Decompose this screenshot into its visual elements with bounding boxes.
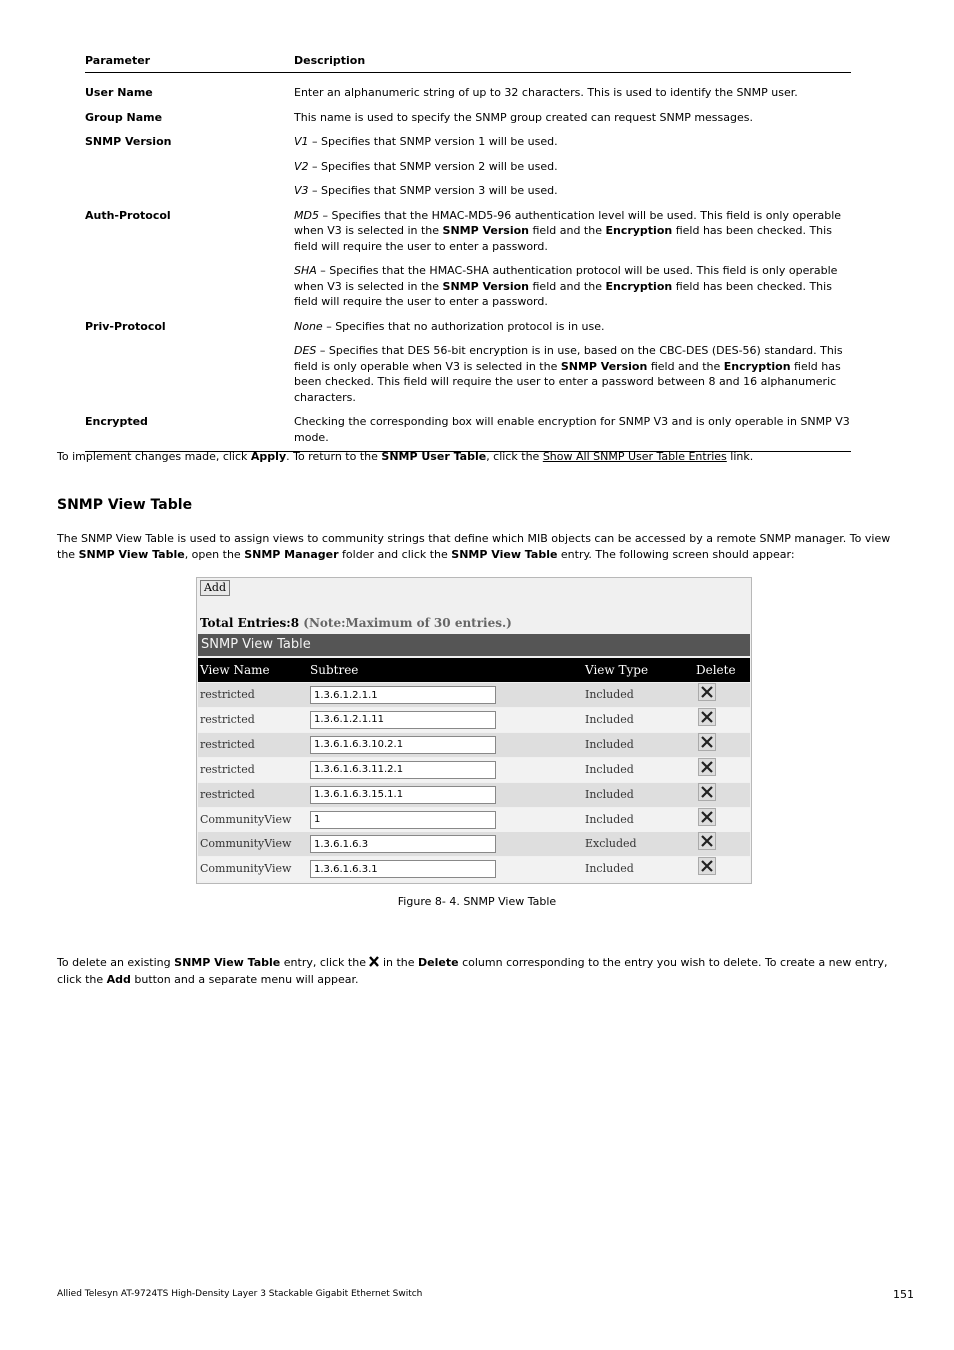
param-desc xyxy=(294,110,851,135)
col-view-name: View Name xyxy=(200,663,270,677)
view-type-cell: Included xyxy=(585,688,634,701)
parameter-table xyxy=(85,52,851,452)
bold-term: Delete xyxy=(418,956,459,969)
param-desc xyxy=(294,319,851,415)
subtree-input[interactable] xyxy=(310,835,496,853)
view-name-cell: restricted xyxy=(200,787,255,801)
delete-button[interactable] xyxy=(698,832,716,850)
table-row xyxy=(85,319,851,415)
delete-paragraph xyxy=(57,955,897,988)
close-icon xyxy=(701,860,713,872)
add-button[interactable]: Add xyxy=(200,580,230,596)
view-name-cell: restricted xyxy=(200,712,255,726)
header-description: Description xyxy=(294,52,851,73)
param-name: Encrypted xyxy=(85,414,294,452)
view-name-cell: restricted xyxy=(200,762,255,776)
desc-text: MD5 – Specifies that the HMAC-MD5-96 authentication level will be used. This field is only operable when V3 is selected in the SNMP Version field and the Encryption field has been checked. This field will require the user to enter a password. xyxy=(294,208,842,253)
desc-text: SHA – Specifies that the HMAC-SHA authentication protocol will be used. This field is only operable when V3 is selected in the SNMP Version field and the Encryption field has been checked. This field will require the user to enter a password. xyxy=(294,264,838,308)
delete-button[interactable] xyxy=(698,808,716,826)
apply-paragraph xyxy=(57,449,897,465)
table-row xyxy=(85,110,851,135)
close-icon xyxy=(701,835,713,847)
bold-term: SNMP View Table xyxy=(174,956,281,969)
view-type-cell: Included xyxy=(585,762,634,776)
text: column corresponding to the entry you wish to delete. To create a new entry, click the xyxy=(57,956,888,986)
text: To implement changes made, click xyxy=(57,450,251,463)
close-icon xyxy=(701,811,713,823)
text: The SNMP View Table is used to assign views to community strings that define which MIB objects can be accessed by a remote SNMP manager. To view the xyxy=(57,532,891,561)
param-name: Auth-Protocol xyxy=(85,208,171,222)
table-row xyxy=(198,783,750,807)
footer-product: Allied Telesyn AT-9724TS High-Density Layer 3 Stackable Gigabit Ethernet Switch xyxy=(57,1289,423,1299)
view-name-cell: CommunityView xyxy=(200,862,292,876)
delete-button[interactable] xyxy=(698,783,716,801)
table-row xyxy=(198,708,750,732)
param-name: Group Name xyxy=(85,110,163,124)
desc-text: Checking the corresponding box will enable encryption for SNMP V3 and is only operable in SNMP V3 mode. xyxy=(294,415,850,444)
close-icon xyxy=(701,686,713,698)
table-row xyxy=(198,808,750,832)
snmp-user-table-term: SNMP User Table xyxy=(381,450,487,463)
table-row xyxy=(85,414,851,452)
text: , click the xyxy=(486,450,543,463)
table-row xyxy=(85,134,851,208)
delete-button[interactable] xyxy=(698,857,716,875)
subtree-input[interactable] xyxy=(310,686,496,704)
bold-term: SNMP Manager xyxy=(244,548,339,561)
param-name: SNMP Version xyxy=(85,135,172,148)
table-row xyxy=(85,73,851,110)
desc-text: V1 – Specifies that SNMP version 1 will be used. xyxy=(294,135,558,148)
show-all-entries-link[interactable]: Show All SNMP User Table Entries xyxy=(542,450,727,463)
subtree-input[interactable] xyxy=(310,811,496,829)
subtree-input[interactable] xyxy=(310,761,496,779)
table-row xyxy=(198,758,750,782)
col-subtree: Subtree xyxy=(310,663,359,677)
text: entry, click the xyxy=(280,956,370,969)
delete-button[interactable] xyxy=(698,683,716,701)
close-icon xyxy=(701,736,713,748)
table-row xyxy=(85,208,851,319)
param-name: User Name xyxy=(85,86,153,99)
view-type-cell: Included xyxy=(585,737,634,751)
subtree-input[interactable] xyxy=(310,860,496,878)
desc-text: Enter an alphanumeric string of up to 32 characters. This is used to identify the SNMP user. xyxy=(294,86,798,99)
table-row xyxy=(198,683,750,707)
table-row xyxy=(198,832,750,856)
view-type-cell: Included xyxy=(585,862,634,876)
close-icon xyxy=(701,786,713,798)
param-desc xyxy=(294,134,851,208)
header-parameter: Parameter xyxy=(85,52,294,73)
section-heading: SNMP View Table xyxy=(57,497,193,513)
text: To delete an existing xyxy=(57,956,175,969)
desc-text: DES – Specifies that DES 56-bit encryption is in use, based on the CBC-DES (DES-56) standard. This field is only operable when V3 is selected in the SNMP Version field and the Encryption field has been checked. This field will require the user to enter a password between 8 and 16 alphanumeric characters. xyxy=(294,344,843,404)
view-type-cell: Included xyxy=(585,812,634,826)
close-icon xyxy=(701,711,713,723)
delete-button[interactable] xyxy=(698,733,716,751)
delete-button[interactable] xyxy=(698,758,716,776)
view-type-cell: Excluded xyxy=(585,837,637,851)
param-desc xyxy=(294,73,851,110)
page-number: 151 xyxy=(893,1288,914,1301)
text: folder and click the xyxy=(338,548,452,561)
text: link. xyxy=(726,450,754,463)
view-type-cell: Included xyxy=(585,787,634,801)
view-type-cell: Included xyxy=(585,712,634,726)
table-header xyxy=(198,658,750,682)
apply-term: Apply xyxy=(250,450,287,463)
intro-paragraph xyxy=(57,531,897,563)
view-name-cell: CommunityView xyxy=(200,837,292,851)
max-entries-note: (Note:Maximum of 30 entries.) xyxy=(303,616,512,630)
parameter-table-header xyxy=(85,52,851,73)
col-delete: Delete xyxy=(696,663,736,677)
param-desc xyxy=(294,208,851,319)
subtree-input[interactable] xyxy=(310,736,496,754)
table-row xyxy=(198,733,750,757)
bold-term: SNMP View Table xyxy=(78,548,185,561)
snmp-view-table-screenshot xyxy=(196,577,752,884)
view-name-cell: restricted xyxy=(200,688,255,701)
col-view-type: View Type xyxy=(585,663,649,677)
total-entries-label: Total Entries:8 xyxy=(200,616,300,630)
view-name-cell: CommunityView xyxy=(200,812,292,826)
param-desc xyxy=(294,414,851,452)
text: , open the xyxy=(184,548,245,561)
text: entry. The following screen should appear: xyxy=(557,548,795,561)
subtree-input[interactable] xyxy=(310,711,496,729)
desc-text: This name is used to specify the SNMP group created can request SNMP messages. xyxy=(294,110,753,124)
table-row xyxy=(198,857,750,881)
text: button and a separate menu will appear. xyxy=(130,973,359,986)
bold-term: Add xyxy=(106,973,131,986)
figure-caption: Figure 8- 4. SNMP View Table xyxy=(397,895,557,908)
text: in the xyxy=(379,956,419,969)
param-name: Priv-Protocol xyxy=(85,319,166,333)
text: . To return to the xyxy=(286,450,382,463)
desc-text: V3 – Specifies that SNMP version 3 will be used. xyxy=(294,184,558,197)
view-name-cell: restricted xyxy=(200,737,255,751)
bold-term: SNMP View Table xyxy=(451,548,558,561)
desc-text: V2 – Specifies that SNMP version 2 will be used. xyxy=(294,159,558,173)
delete-x-icon xyxy=(369,956,379,972)
desc-text: None – Specifies that no authorization protocol is in use. xyxy=(294,319,605,333)
subtree-input[interactable] xyxy=(310,786,496,804)
delete-button[interactable] xyxy=(698,708,716,726)
close-icon xyxy=(701,761,713,773)
total-entries xyxy=(200,616,512,630)
table-title: SNMP View Table xyxy=(198,634,750,656)
